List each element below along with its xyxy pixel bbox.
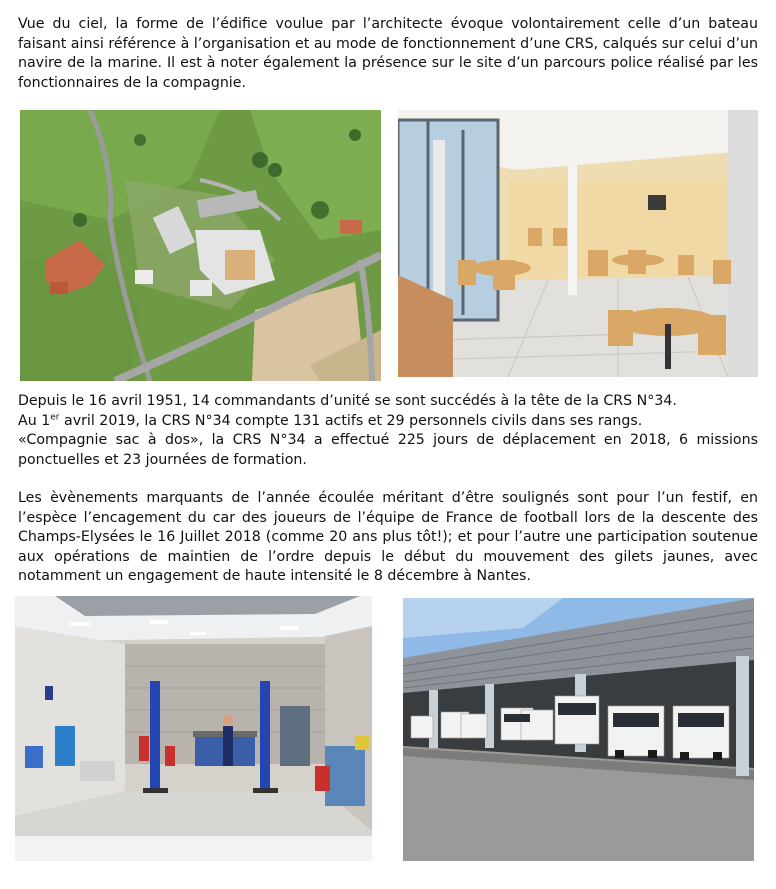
facts-line-1: Depuis le 16 avril 1951, 14 commandants d’unité se sont succédés à la tête de la CRS N°34. [18,393,677,409]
facts-line-2-superscript: er [50,411,60,422]
facts-line-2-suffix: avril 2019, la CRS N°34 compte 131 actifs et 29 personnels civils dans ses rangs. [59,412,643,429]
facts-line-2-prefix: Au 1 [18,412,51,429]
facts-paragraph [18,392,758,470]
vehicle-carport-photo [403,598,754,861]
cafeteria-photo [398,110,758,377]
workshop-garage-photo [15,596,372,861]
intro-paragraph: Vue du ciel, la forme de l’édifice voulue par l’architecte évoque volontairement celle d’un bateau faisant ainsi référence à l’organisation et au mode de fonctionnement d’une CRS, calqués sur celui d’un navire de la marine. Il est à noter également la présence sur le site d’un parcours police réalisé par les fonctionnaires de la compagnie. [18,16,758,91]
aerial-view-photo [20,110,381,381]
facts-line-3: «Compagnie sac à dos», la CRS N°34 a effectué 225 jours de déplacement en 2018, 6 missions ponctuelles et 23 journées de formation. [18,432,758,468]
events-paragraph: Les èvènements marquants de l’année écoulée méritant d’être soulignés sont pour l’un festif, en l’espèce l’encagement du car des joueurs de l’équipe de France de football lors de la descente des Champs-Elysées le 16 Juillet 2018 (comme 20 ans plus tôt!); et pour l’autre une participation soutenue aux opérations de maintien de l’ordre depuis le début du mouvement des gilets jaunes, avec notamment un engagement de haute intensité le 8 décembre à Nantes. [18,490,758,585]
